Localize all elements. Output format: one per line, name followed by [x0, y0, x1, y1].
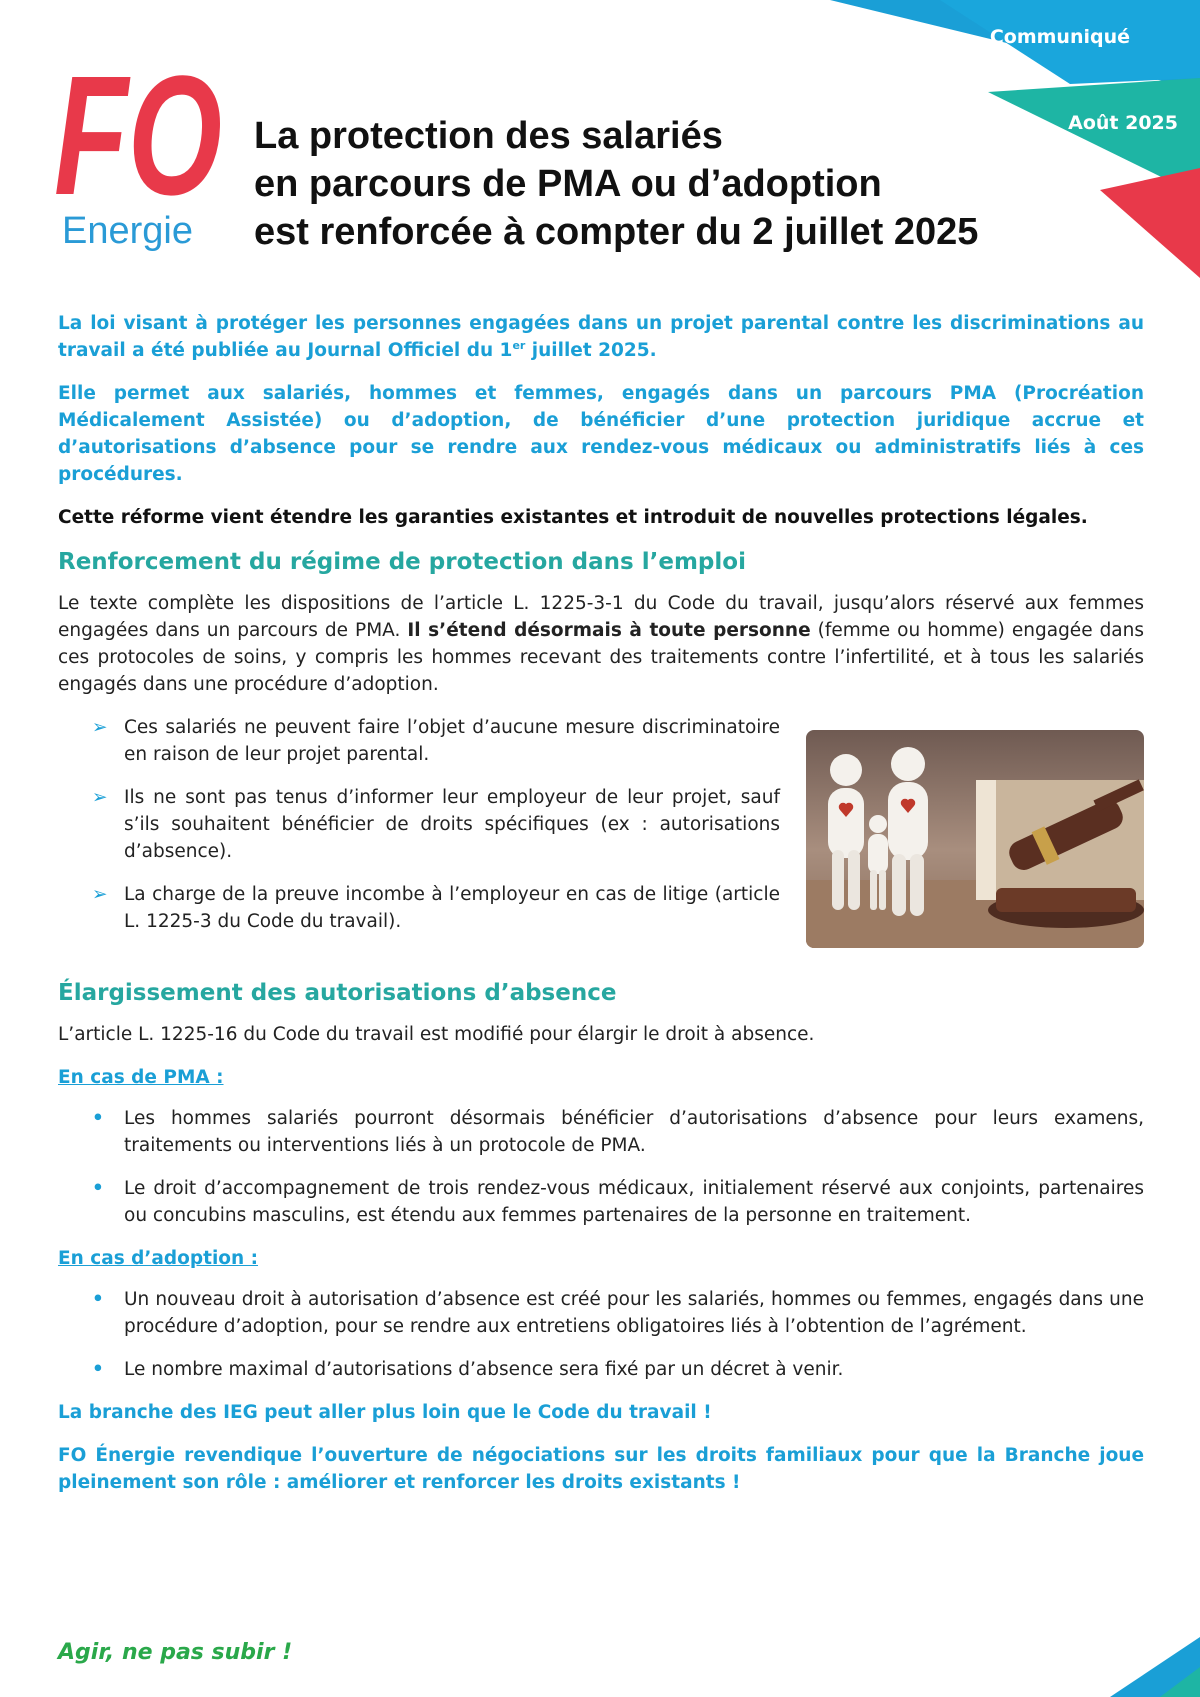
family-gavel-photo	[806, 730, 1144, 948]
document-body	[58, 310, 1144, 1512]
pma-list	[58, 1105, 1144, 1229]
svg-text:FO: FO	[54, 52, 222, 212]
pma-subheading: En cas de PMA :	[58, 1067, 224, 1088]
adoption-list	[58, 1286, 1144, 1383]
arrow-icon: ➢	[92, 717, 108, 738]
list-item: ➢ Ils ne sont pas tenus d’informer leur employeur de leur projet, sauf s’ils souhaitent bénéficier de droits spécifiques (ex : autorisations d’absence).	[92, 784, 780, 865]
bullet-icon: •	[92, 1108, 104, 1129]
list-item: • Les hommes salariés pourront désormais bénéficier d’autorisations d’absence pour leurs examens, traitements ou interventions liés à un protocole de PMA.	[92, 1105, 1144, 1159]
arrow-icon: ➢	[92, 884, 108, 905]
list-item: • Le nombre maximal d’autorisations d’absence sera fixé par un décret à venir.	[92, 1356, 1144, 1383]
logo-energie-text: Energie	[62, 210, 193, 252]
title-line: en parcours de PMA ou d’adoption	[254, 163, 882, 205]
family-figurines-gavel-image	[806, 730, 1144, 948]
bullet-icon: •	[92, 1289, 104, 1310]
intro-paragraph-3: Cette réforme vient étendre les garanties existantes et introduit de nouvelles protections légales.	[58, 507, 1088, 528]
fo-logo-mark	[54, 52, 224, 212]
list-item: • Le droit d’accompagnement de trois rendez-vous médicaux, initialement réservé aux conjoints, partenaires ou concubins masculins, est étendu aux femmes partenaires de la personne en traitement.	[92, 1175, 1144, 1229]
section-heading-protection: Renforcement du régime de protection dans l’emploi	[58, 549, 746, 575]
page-title	[254, 112, 1114, 256]
slogan: Agir, ne pas subir !	[58, 1640, 293, 1665]
list-item: • Un nouveau droit à autorisation d’absence est créé pour les salariés, hommes ou femmes, engagés dans une procédure d’adoption, pour se rendre aux entretiens obligatoires liés à l’obtention de l’agrément.	[92, 1286, 1144, 1340]
title-line: La protection des salariés	[254, 115, 723, 157]
closing-paragraph-2: FO Énergie revendique l’ouverture de négociations sur les droits familiaux pour que la Branche joue pleinement son rôle : améliorer et renforcer les droits existants !	[58, 1445, 1144, 1493]
document-date: Août 2025	[1068, 112, 1178, 134]
protection-points	[58, 714, 1144, 968]
list-item: ➢ La charge de la preuve incombe à l’employeur en cas de litige (article L. 1225-3 du Code du travail).	[92, 881, 780, 935]
arrow-icon: ➢	[92, 787, 108, 808]
title-line: est renforcée à compter du 2 juillet 2025	[254, 211, 979, 253]
bullet-icon: •	[92, 1359, 104, 1380]
section2-paragraph: L’article L. 1225-16 du Code du travail est modifié pour élargir le droit à absence.	[58, 1024, 815, 1045]
closing-paragraph-1: La branche des IEG peut aller plus loin que le Code du travail !	[58, 1402, 712, 1423]
bullet-icon: •	[92, 1178, 104, 1199]
section-heading-absences: Élargissement des autorisations d’absence	[58, 980, 617, 1006]
bottom-corner-decoration	[1050, 1617, 1200, 1697]
intro-paragraph-2: Elle permet aux salariés, hommes et femmes, engagés dans un parcours PMA (Procréation Médicalement Assistée) ou d’adoption, de bénéficier d’une protection juridique accrue et d’autorisations d’absence pour se rendre aux rendez-vous médicaux ou administratifs liés à ces procédures.	[58, 383, 1144, 485]
adoption-subheading: En cas d’adoption :	[58, 1248, 259, 1269]
document-type-label: Communiqué	[989, 26, 1130, 48]
arrow-list	[58, 714, 780, 935]
list-item: ➢ Ces salariés ne peuvent faire l’objet d’aucune mesure discriminatoire en raison de leur projet parental.	[92, 714, 780, 768]
section1-paragraph: Le texte complète les dispositions de l’article L. 1225-3-1 du Code du travail, jusqu’alors réservé aux femmes engagées dans un parcours de PMA. Il s’étend désormais à toute personne (femme ou homme) engagée dans ces protocoles de soins, y compris les hommes recevant des traitements contre l’infertilité, et à tous les salariés engagés dans une procédure d’adoption.	[58, 593, 1145, 695]
intro-paragraph-1: La loi visant à protéger les personnes engagées dans un projet parental contre les discriminations au travail a été publiée au Journal Officiel du 1er juillet 2025.	[58, 313, 1144, 361]
